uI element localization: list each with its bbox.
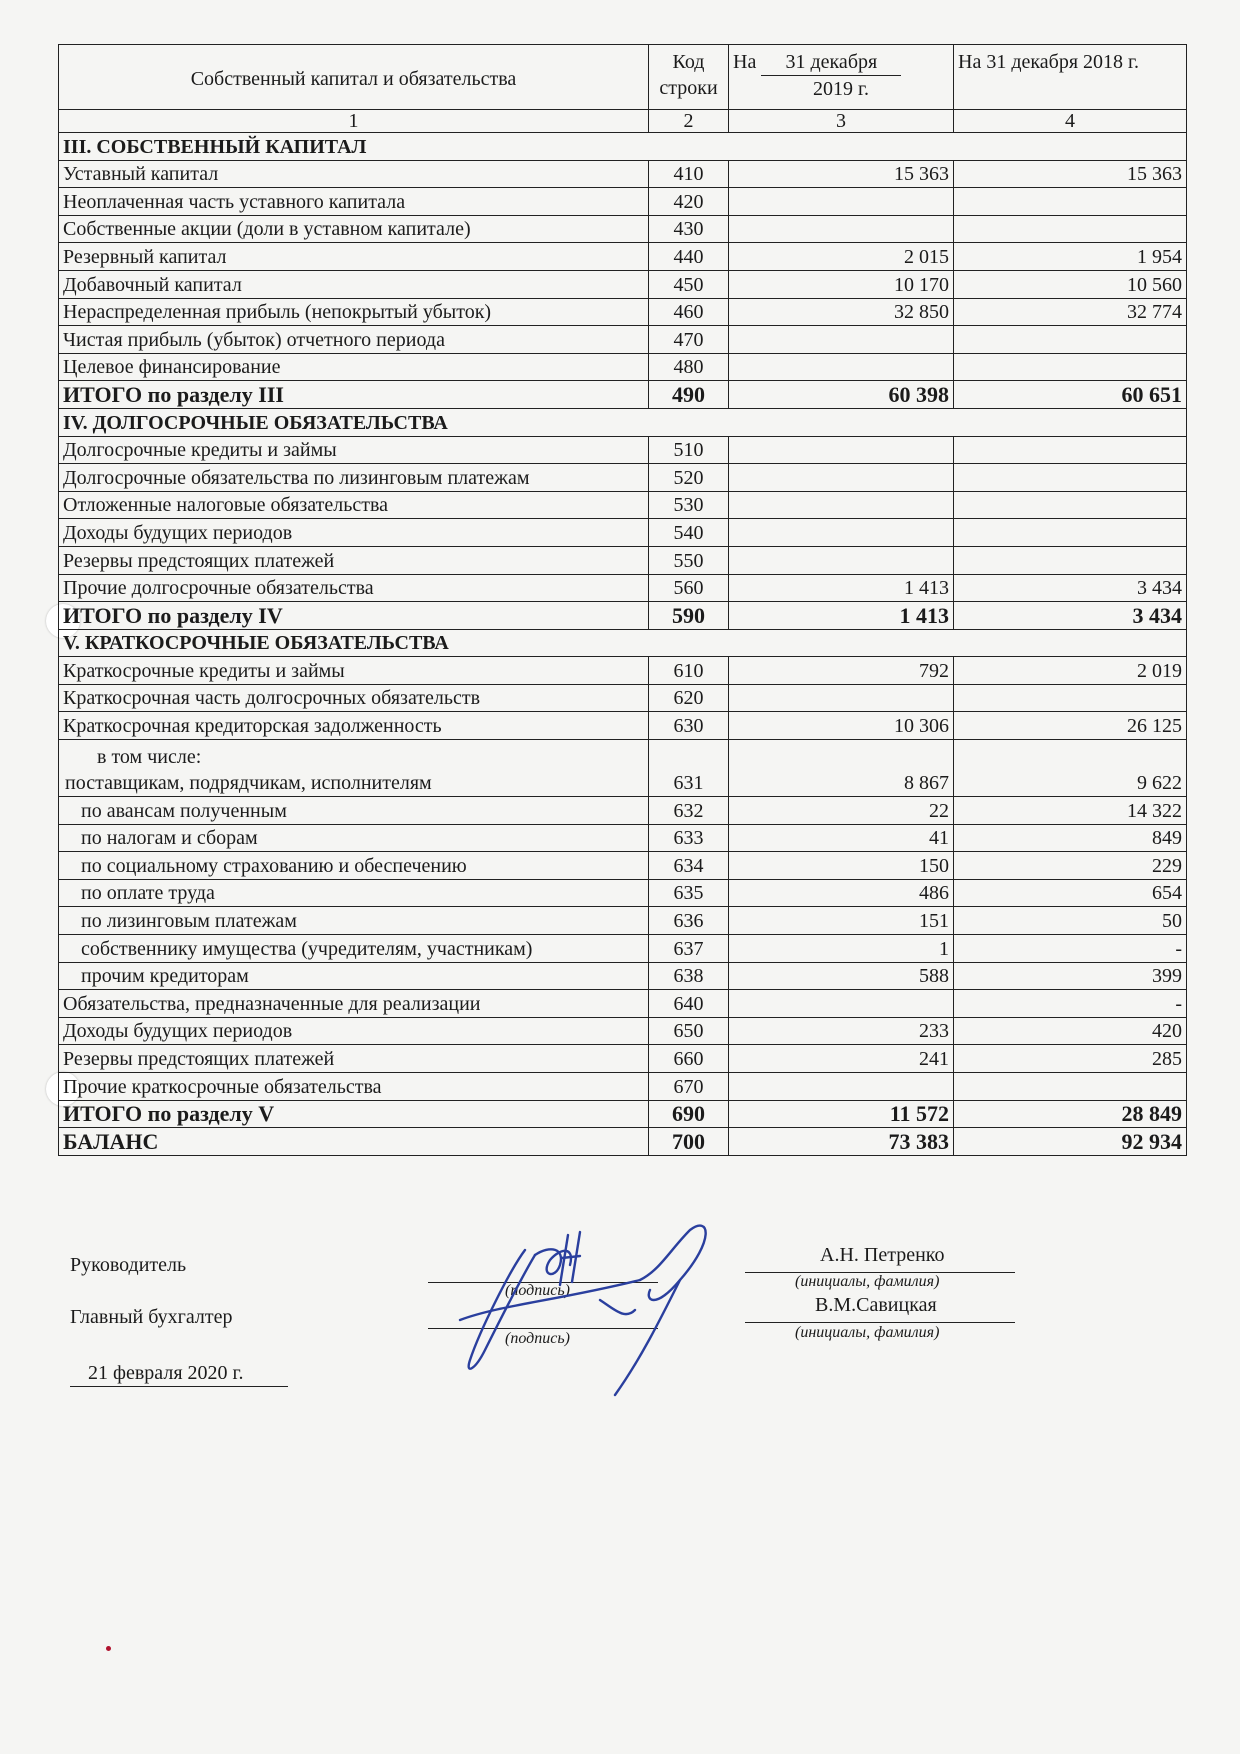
row-code: 635	[649, 879, 729, 907]
row-value-2019	[729, 990, 954, 1018]
row-value-2019	[729, 1073, 954, 1101]
head-name-caption: (инициалы, фамилия)	[795, 1273, 940, 1290]
row-value-2019: 1 413	[729, 574, 954, 602]
ink-mark	[106, 1646, 111, 1651]
table-row	[59, 797, 1187, 825]
row-label: Резервный капитал	[59, 243, 649, 271]
row-label: Обязательства, предназначенные для реализации	[59, 990, 649, 1018]
row-value-2018	[954, 464, 1187, 492]
row-code: 490	[649, 381, 729, 409]
row-label: Долгосрочные обязательства по лизинговым платежам	[59, 464, 649, 492]
header-2019-prefix: На	[733, 51, 757, 73]
row-value-2018: 50	[954, 907, 1187, 935]
total-row	[59, 1100, 1187, 1128]
row-label: ИТОГО по разделу IV	[59, 602, 649, 630]
header-2019-date: 31 декабря	[761, 49, 901, 76]
section-title-short-term: V. КРАТКОСРОЧНЫЕ ОБЯЗАТЕЛЬСТВА	[59, 629, 1187, 657]
accountant-name: В.М.Савицкая	[815, 1294, 937, 1316]
header-col-2018: На 31 декабря 2018 г.	[954, 45, 1187, 110]
row-value-2019: 150	[729, 852, 954, 880]
table-row	[59, 657, 1187, 685]
row-value-2019	[729, 353, 954, 381]
row-value-2019	[729, 519, 954, 547]
row-value-2018: 399	[954, 962, 1187, 990]
row-code: 560	[649, 574, 729, 602]
row-value-2019: 1 413	[729, 602, 954, 630]
row-code: 430	[649, 215, 729, 243]
row-code: 470	[649, 326, 729, 354]
row-code: 440	[649, 243, 729, 271]
header-col-code	[649, 45, 729, 110]
row-label: по оплате труда	[59, 879, 649, 907]
row-value-2019: 486	[729, 879, 954, 907]
row-label: Краткосрочная кредиторская задолженность	[59, 712, 649, 740]
table-row	[59, 684, 1187, 712]
balance-total-row	[59, 1128, 1187, 1156]
row-code: 636	[649, 907, 729, 935]
table-row	[59, 353, 1187, 381]
row-value-2018	[954, 436, 1187, 464]
row-value-2018	[954, 188, 1187, 216]
row-value-2018	[954, 215, 1187, 243]
row-code: 670	[649, 1073, 729, 1101]
column-number-row	[59, 110, 1187, 133]
row-code: 550	[649, 546, 729, 574]
row-code: 480	[649, 353, 729, 381]
row-value-2019: 10 306	[729, 712, 954, 740]
row-code: 632	[649, 797, 729, 825]
table-row	[59, 740, 1187, 797]
including-note: в том числе:	[97, 746, 202, 769]
row-label: ИТОГО по разделу III	[59, 381, 649, 409]
row-code: 634	[649, 852, 729, 880]
table-row	[59, 491, 1187, 519]
table-row	[59, 160, 1187, 188]
row-code: 633	[649, 824, 729, 852]
row-code: 630	[649, 712, 729, 740]
table-row	[59, 188, 1187, 216]
row-value-2018: 3 434	[954, 574, 1187, 602]
row-value-2019	[729, 436, 954, 464]
row-label: Добавочный капитал	[59, 270, 649, 298]
row-label: Собственные акции (доли в уставном капитале)	[59, 215, 649, 243]
row-code: 530	[649, 491, 729, 519]
row-value-2018: -	[954, 990, 1187, 1018]
row-label: Долгосрочные кредиты и займы	[59, 436, 649, 464]
row-label: Краткосрочные кредиты и займы	[59, 657, 649, 685]
header-col-2019	[729, 45, 954, 110]
head-signature-caption: (подпись)	[505, 1282, 570, 1299]
table-row	[59, 546, 1187, 574]
row-value-2019	[729, 464, 954, 492]
row-label: по налогам и сборам	[59, 824, 649, 852]
table-row	[59, 907, 1187, 935]
row-label: БАЛАНС	[59, 1128, 649, 1156]
row-value-2019: 792	[729, 657, 954, 685]
head-name: А.Н. Петренко	[820, 1244, 945, 1266]
row-value-2019: 8 867	[729, 740, 954, 797]
row-code: 620	[649, 684, 729, 712]
table-row	[59, 574, 1187, 602]
row-value-2019: 151	[729, 907, 954, 935]
row-code: 420	[649, 188, 729, 216]
row-value-2018: 654	[954, 879, 1187, 907]
row-value-2018	[954, 519, 1187, 547]
accountant-signature-caption: (подпись)	[505, 1330, 570, 1347]
row-value-2019	[729, 188, 954, 216]
row-value-2019: 32 850	[729, 298, 954, 326]
row-value-2018: 60 651	[954, 381, 1187, 409]
row-label: по социальному страхованию и обеспечению	[59, 852, 649, 880]
row-label: Чистая прибыль (убыток) отчетного периода	[59, 326, 649, 354]
row-code: 640	[649, 990, 729, 1018]
row-value-2019: 73 383	[729, 1128, 954, 1156]
row-code: 638	[649, 962, 729, 990]
table-row	[59, 436, 1187, 464]
table-row	[59, 243, 1187, 271]
row-label: собственнику имущества (учредителям, участникам)	[59, 935, 649, 963]
row-value-2018: 15 363	[954, 160, 1187, 188]
section-title-long-term: IV. ДОЛГОСРОЧНЫЕ ОБЯЗАТЕЛЬСТВА	[59, 408, 1187, 436]
row-value-2019	[729, 215, 954, 243]
row-code: 540	[649, 519, 729, 547]
signing-date: 21 февраля 2020 г.	[88, 1362, 244, 1384]
table-header-row	[59, 45, 1187, 110]
table-row	[59, 270, 1187, 298]
row-label: Прочие долгосрочные обязательства	[59, 574, 649, 602]
row-label: Краткосрочная часть долгосрочных обязательств	[59, 684, 649, 712]
row-value-2019: 2 015	[729, 243, 954, 271]
row-value-2018	[954, 684, 1187, 712]
row-code: 590	[649, 602, 729, 630]
table-row	[59, 464, 1187, 492]
section-title-equity: III. СОБСТВЕННЫЙ КАПИТАЛ	[59, 133, 1187, 161]
col-number-4: 4	[954, 110, 1187, 133]
row-code: 700	[649, 1128, 729, 1156]
row-code: 410	[649, 160, 729, 188]
section-header-row	[59, 133, 1187, 161]
row-value-2018: 92 934	[954, 1128, 1187, 1156]
col-number-1: 1	[59, 110, 649, 133]
row-code: 610	[649, 657, 729, 685]
row-value-2019: 233	[729, 1017, 954, 1045]
row-value-2018: 28 849	[954, 1100, 1187, 1128]
row-value-2018: 229	[954, 852, 1187, 880]
table-row	[59, 326, 1187, 354]
row-value-2018	[954, 1073, 1187, 1101]
row-value-2018: 849	[954, 824, 1187, 852]
row-code: 520	[649, 464, 729, 492]
table-row	[59, 990, 1187, 1018]
row-value-2019: 22	[729, 797, 954, 825]
row-label	[59, 740, 649, 797]
row-value-2019: 241	[729, 1045, 954, 1073]
balance-table	[58, 44, 1187, 1156]
row-value-2018	[954, 491, 1187, 519]
row-value-2018: 26 125	[954, 712, 1187, 740]
row-code: 650	[649, 1017, 729, 1045]
row-value-2019: 1	[729, 935, 954, 963]
row-value-2019: 588	[729, 962, 954, 990]
row-code: 690	[649, 1100, 729, 1128]
row-value-2018	[954, 326, 1187, 354]
row-value-2019	[729, 546, 954, 574]
row-value-2019	[729, 326, 954, 354]
row-label: по лизинговым платежам	[59, 907, 649, 935]
header-2019-year: 2019 г.	[813, 78, 869, 100]
row-value-2018: -	[954, 935, 1187, 963]
accountant-name-line	[745, 1322, 1015, 1323]
row-value-2018: 2 019	[954, 657, 1187, 685]
row-code: 450	[649, 270, 729, 298]
table-row	[59, 1073, 1187, 1101]
table-row	[59, 1045, 1187, 1073]
table-row	[59, 298, 1187, 326]
accountant-name-caption: (инициалы, фамилия)	[795, 1324, 940, 1341]
row-value-2019	[729, 684, 954, 712]
accountant-label: Главный бухгалтер	[70, 1306, 233, 1328]
header-col-liabilities: Собственный капитал и обязательства	[59, 45, 649, 110]
row-label: Прочие краткосрочные обязательства	[59, 1073, 649, 1101]
row-label: Уставный капитал	[59, 160, 649, 188]
table-row	[59, 519, 1187, 547]
col-number-2: 2	[649, 110, 729, 133]
head-name-line	[745, 1272, 1015, 1273]
row-label: Отложенные налоговые обязательства	[59, 491, 649, 519]
row-value-2018: 420	[954, 1017, 1187, 1045]
signing-date-line	[70, 1386, 288, 1387]
row-value-2018: 14 322	[954, 797, 1187, 825]
row-code: 637	[649, 935, 729, 963]
table-row	[59, 1017, 1187, 1045]
table-row	[59, 879, 1187, 907]
row-value-2019: 41	[729, 824, 954, 852]
table-row	[59, 712, 1187, 740]
row-label: прочим кредиторам	[59, 962, 649, 990]
table-row	[59, 215, 1187, 243]
row-value-2019: 60 398	[729, 381, 954, 409]
header-code-line1: Код	[672, 51, 705, 73]
row-label: Неоплаченная часть уставного капитала	[59, 188, 649, 216]
row-label: Доходы будущих периодов	[59, 519, 649, 547]
section-header-row	[59, 408, 1187, 436]
row-value-2018	[954, 353, 1187, 381]
table-row	[59, 962, 1187, 990]
row-code: 510	[649, 436, 729, 464]
row-value-2019: 15 363	[729, 160, 954, 188]
table-row	[59, 852, 1187, 880]
col-number-3: 3	[729, 110, 954, 133]
row-value-2018	[954, 546, 1187, 574]
row-value-2018: 1 954	[954, 243, 1187, 271]
row-value-2018: 285	[954, 1045, 1187, 1073]
section-header-row	[59, 629, 1187, 657]
row-value-2018: 9 622	[954, 740, 1187, 797]
total-row	[59, 381, 1187, 409]
total-row	[59, 602, 1187, 630]
head-label: Руководитель	[70, 1254, 187, 1276]
row-label: по авансам полученным	[59, 797, 649, 825]
row-code: 631	[649, 740, 729, 797]
table-row	[59, 935, 1187, 963]
row-label: Доходы будущих периодов	[59, 1017, 649, 1045]
header-code-line2: строки	[659, 77, 718, 99]
row-code: 660	[649, 1045, 729, 1073]
row-code: 460	[649, 298, 729, 326]
row-value-2018: 32 774	[954, 298, 1187, 326]
row-value-2018: 3 434	[954, 602, 1187, 630]
row-value-2019	[729, 491, 954, 519]
row-label: Нераспределенная прибыль (непокрытый убыток)	[59, 298, 649, 326]
row-label: Целевое финансирование	[59, 353, 649, 381]
handwritten-signature	[440, 1210, 760, 1410]
row-label: ИТОГО по разделу V	[59, 1100, 649, 1128]
row-value-2018: 10 560	[954, 270, 1187, 298]
table-row	[59, 824, 1187, 852]
row-label: Резервы предстоящих платежей	[59, 1045, 649, 1073]
row-value-2019: 10 170	[729, 270, 954, 298]
row-label: Резервы предстоящих платежей	[59, 546, 649, 574]
row-label-text: поставщикам, подрядчикам, исполнителям	[65, 772, 432, 795]
row-value-2019: 11 572	[729, 1100, 954, 1128]
